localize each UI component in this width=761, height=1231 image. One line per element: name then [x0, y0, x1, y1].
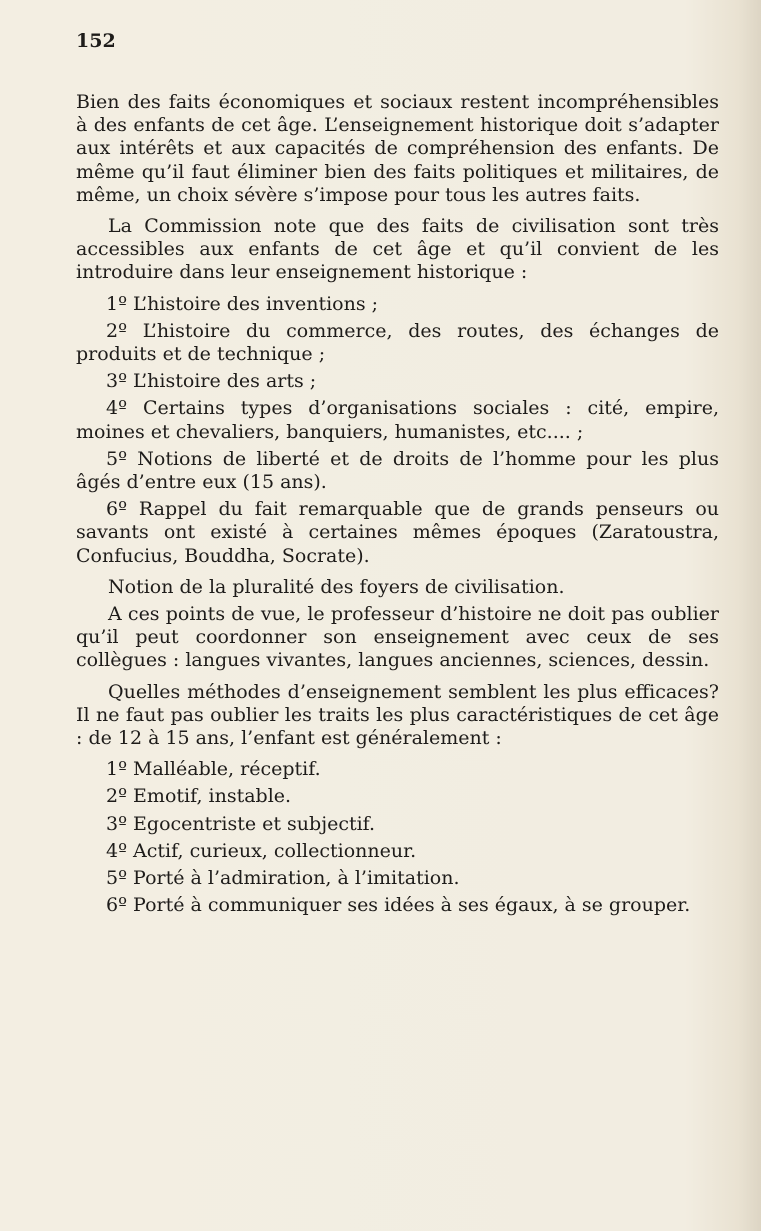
paragraph-5: Quelles méthodes d’enseignement semblent les plus efficaces? Il ne faut pas oublier les traits les plus caractéristiques de cet âge : de 12 à 15 ans, l’enfant est généralement : [76, 680, 719, 750]
paragraph-4: A ces points de vue, le professeur d’histoire ne doit pas oublier qu’il peut coordonner son enseignement avec ceux de ses collègues : langues vivantes, langues anciennes, sciences, dessin. [76, 603, 719, 672]
list-item-3: 3º L’histoire des arts ; [106, 370, 317, 393]
paragraph-2: La Commission note que des faits de civilisation sont très accessibles aux enfants de cet âge et qu’il convient de les introduire dans leur enseignement historique : [76, 215, 719, 284]
list-item-6: 6º Rappel du fait remarquable que de grands penseurs ou savants ont existé à certaines mêmes époques (Zaratoustra, Confucius, Bouddha, Socrate). [76, 498, 719, 567]
trait-item-2: 2º Emotif, instable. [106, 785, 292, 808]
trait-item-4: 4º Actif, curieux, collectionneur. [106, 839, 417, 862]
list-item-1: 1º L’histoire des inventions ; [106, 292, 379, 315]
list-item-4: 4º Certains types d’organisations sociales : cité, empire, moines et chevaliers, banquiers, humanistes, etc.... ; [76, 397, 719, 443]
paragraph-1: Bien des faits économiques et sociaux restent incompréhensibles à des enfants de cet âge. L’enseignement historique doit s’adapter aux intérêts et aux capacités de compréhension des enfants. De même qu’il faut éliminer bien des faits politiques et militaires, de même, un choix sévère s’impose pour tous les autres faits. [76, 91, 719, 206]
page-number: 152 [76, 30, 116, 52]
trait-item-5: 5º Porté à l’admiration, à l’imitation. [106, 867, 460, 890]
trait-item-3: 3º Egocentriste et subjectif. [106, 812, 376, 835]
list-item-5: 5º Notions de liberté et de droits de l’homme pour les plus âgés d’entre eux (15 ans). [76, 447, 719, 494]
body-text [76, 91, 719, 918]
trait-item-6: 6º Porté à communiquer ses idées à ses égaux, à se grouper. [106, 894, 691, 917]
paragraph-3: Notion de la pluralité des foyers de civilisation. [108, 575, 565, 598]
list-item-2: 2º L’histoire du commerce, des routes, des échanges de produits et de technique ; [76, 319, 719, 366]
trait-item-1: 1º Malléable, réceptif. [106, 758, 321, 781]
